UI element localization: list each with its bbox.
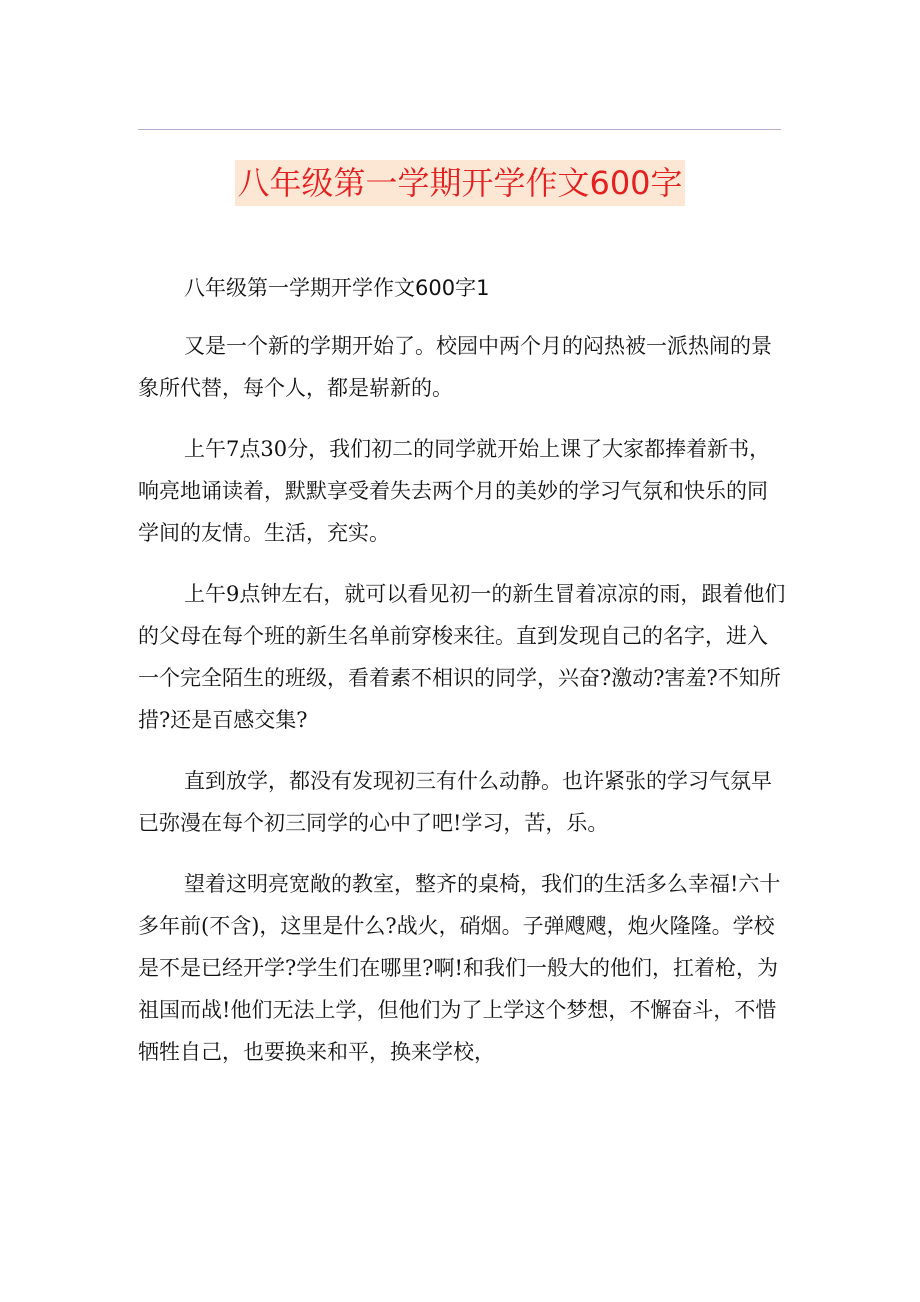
document-title: 八年级第一学期开学作文600字 <box>235 160 684 206</box>
title-container <box>0 160 920 206</box>
paragraph: 望着这明亮宽敞的教室，整齐的桌椅，我们的生活多么幸福!六十多年前(不含)，这里是什么?战火，硝烟。子弹飕飕，炮火隆隆。学校是不是已经开学?学生们在哪里?啊!和我们一般大的他们，扛着枪，为祖国而战!他们无法上学，但他们为了上学这个梦想，不懈奋斗，不惜牺牲自己，也要换来和平，换来学校， <box>138 872 781 1064</box>
paragraph: 直到放学，都没有发现初三有什么动静。也许紧张的学习气氛早已弥漫在每个初三同学的心中了吧!学习，苦，乐。 <box>138 769 772 835</box>
paragraph: 上午9点钟左右，就可以看见初一的新生冒着凉凉的雨，跟着他们的父母在每个班的新生名单前穿梭来往。直到发现自己的名字，进入一个完全陌生的班级，看着素不相识的同学，兴奋?激动?害羞?不知所措?还是百感交集? <box>138 582 786 732</box>
header-rule <box>138 129 781 130</box>
document-body <box>138 268 788 1073</box>
paragraph: 又是一个新的学期开始了。校园中两个月的闷热被一派热闹的景象所代替，每个人，都是崭新的。 <box>138 334 772 400</box>
section-heading: 八年级第一学期开学作文600字1 <box>184 276 490 300</box>
paragraph: 上午7点30分，我们初二的同学就开始上课了大家都捧着新书，响亮地诵读着，默默享受着失去两个月的美妙的学习气氛和快乐的同学间的友情。生活，充实。 <box>138 437 771 545</box>
